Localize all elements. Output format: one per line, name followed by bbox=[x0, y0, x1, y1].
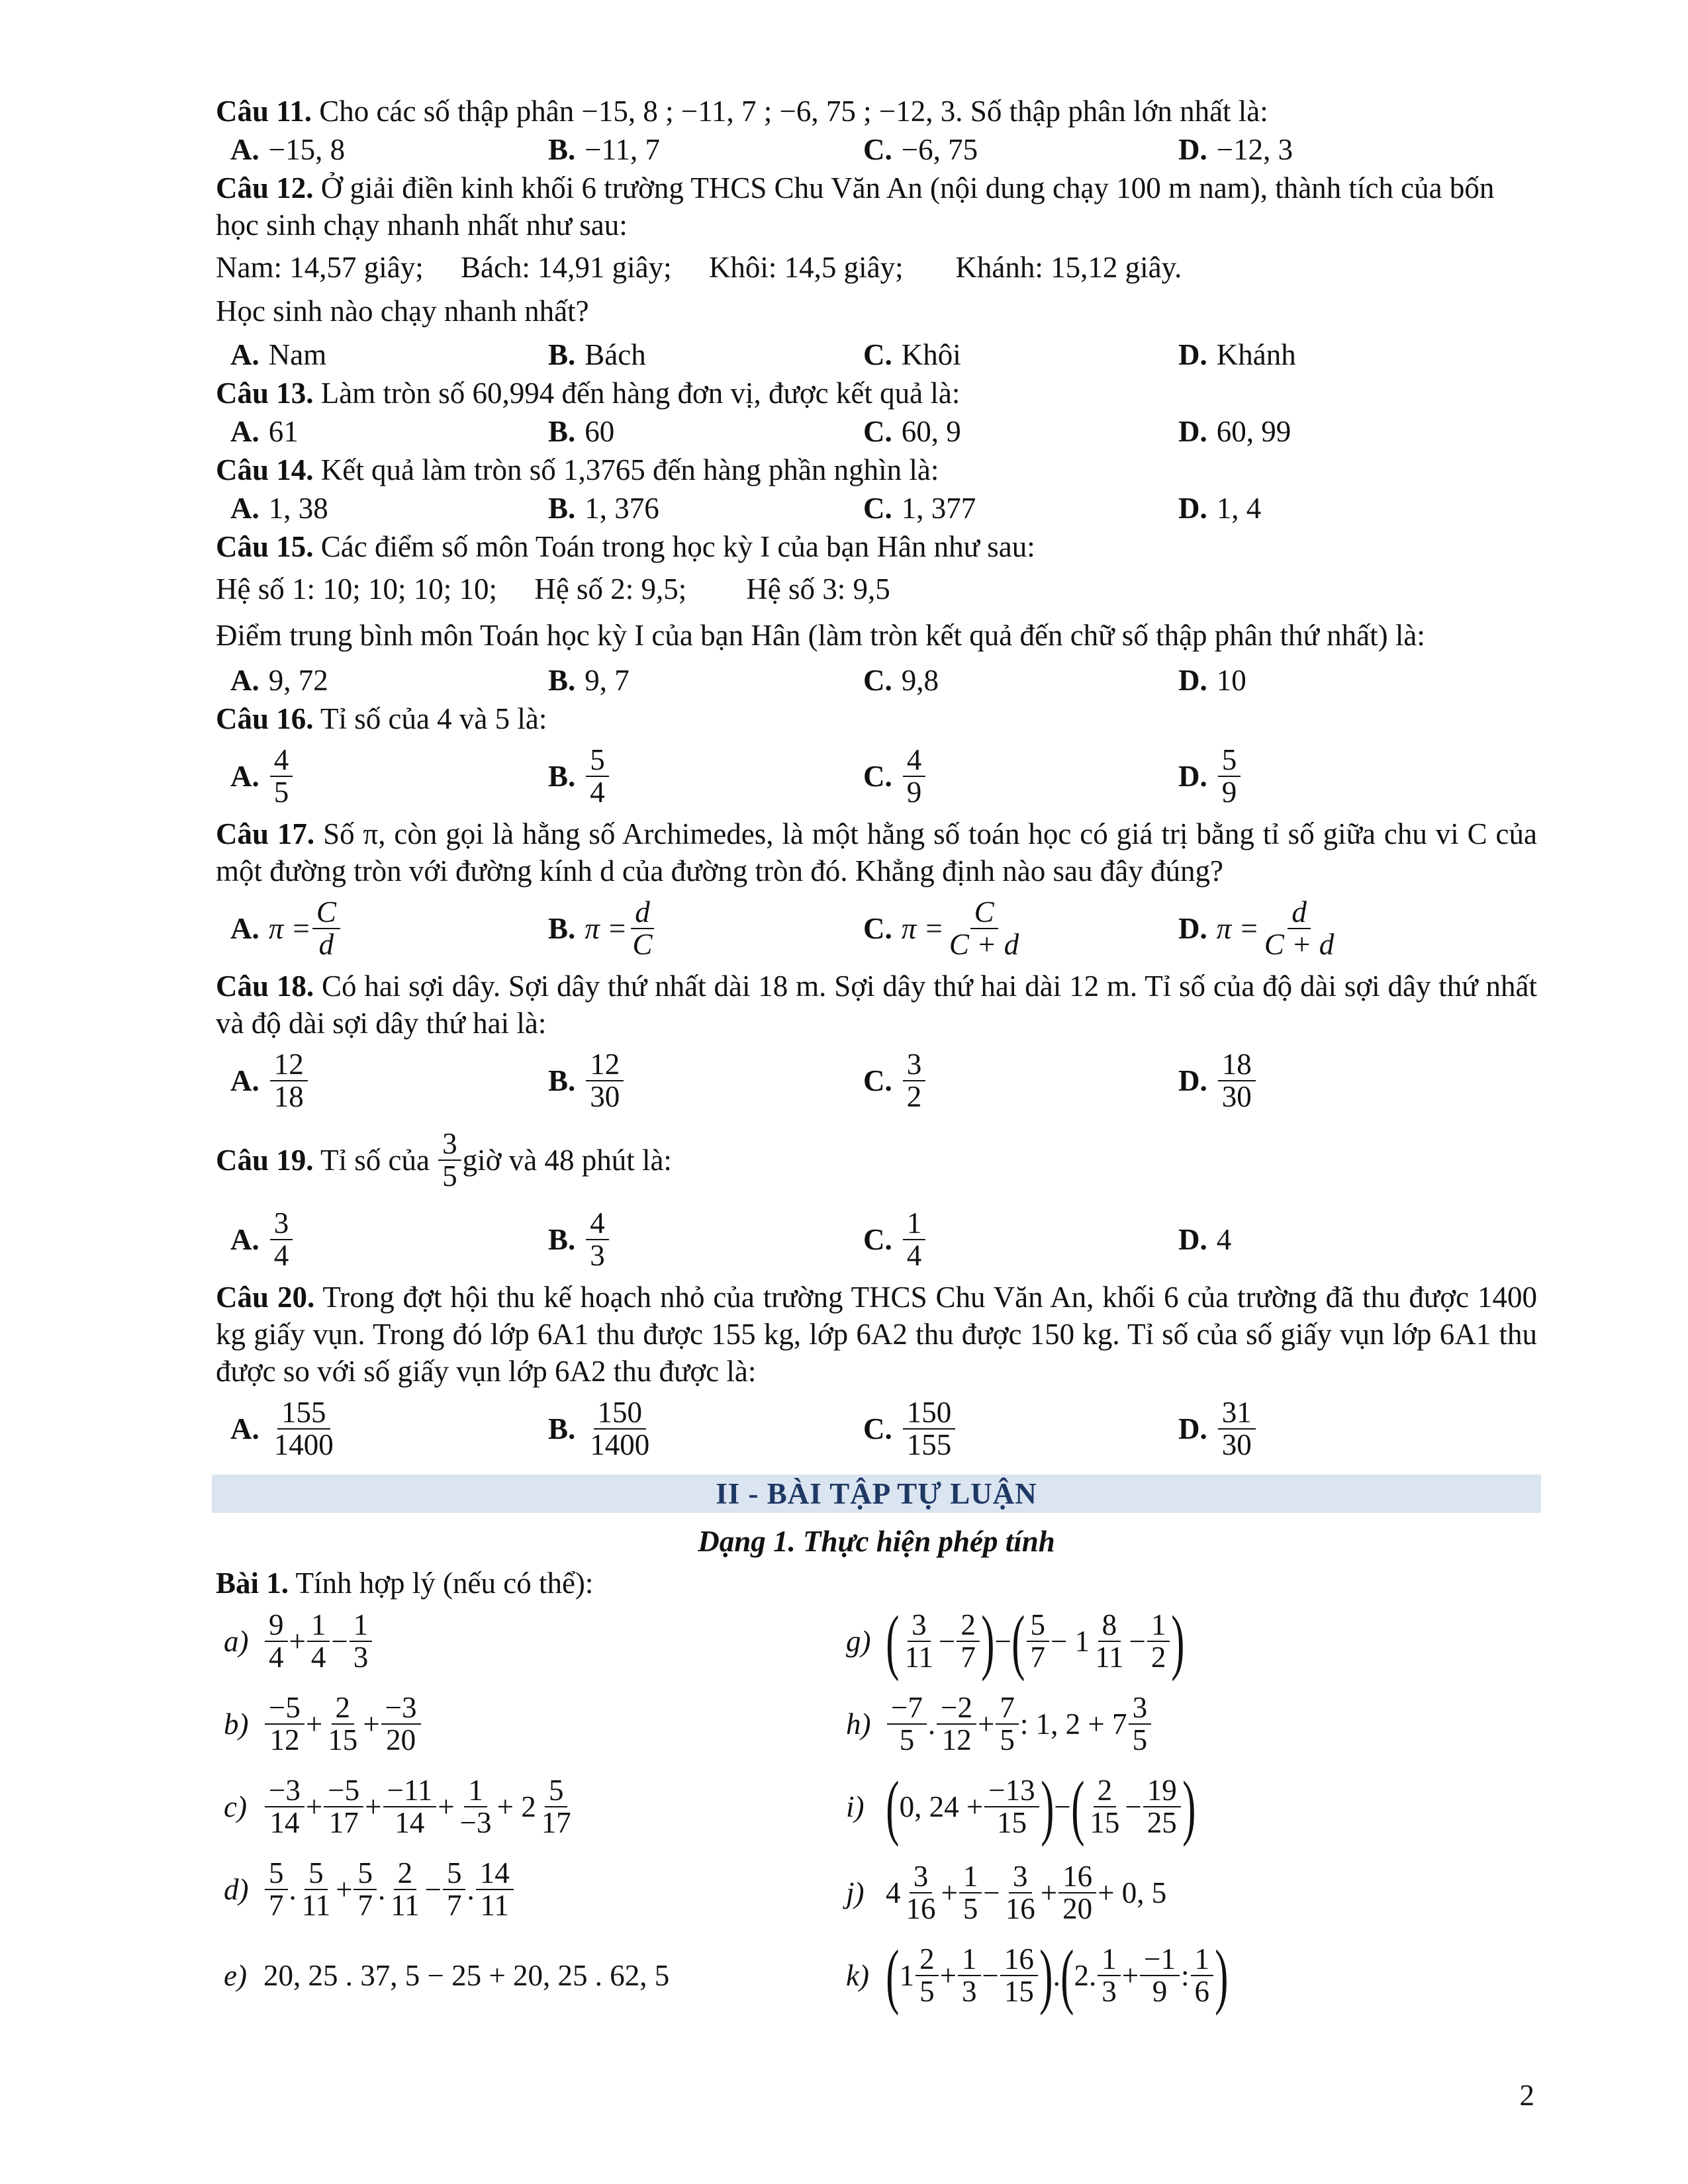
option-a[interactable]: A. −15, 8 bbox=[230, 133, 346, 166]
option-d[interactable]: D. −12, 3 bbox=[1178, 133, 1293, 166]
option-c[interactable]: C. 4 9 bbox=[863, 737, 927, 815]
page-number: 2 bbox=[1519, 2079, 1534, 2112]
question-text: Số π, còn gọi là hằng số Archimedes, là một hằng số toán học có giá trị bằng tỉ số giữa chu vi C của một đường tròn với đường kính d của đường tròn đó. Khẳng định nào sau đây đúng? bbox=[216, 817, 1538, 887]
answer-options bbox=[216, 412, 1537, 451]
question-detail: Nam: 14,57 giây; Bách: 14,91 giây; Khôi: 14,5 giây; Khánh: 15,12 giây. bbox=[216, 251, 1182, 284]
question-18 bbox=[216, 968, 1537, 1042]
option-a[interactable]: A. π = $\frac{C}{d}$ bbox=[230, 889, 342, 968]
option-d[interactable]: D. 1, 4 bbox=[1178, 492, 1262, 525]
option-b[interactable]: B. 5 4 bbox=[548, 737, 610, 815]
question-16 bbox=[216, 700, 1537, 737]
option-a[interactable]: A. 3 4 bbox=[230, 1201, 294, 1279]
exercise-c: c) −3 14 + −5 17 + −11 14 + 1 −3 + 2 5 17 bbox=[224, 1773, 571, 1839]
option-a[interactable]: A. Nam bbox=[230, 338, 327, 371]
exercise-i: i) ( 0, 24 + −13 15 ) − ( 2 15 − 19 25 ) bbox=[846, 1766, 1196, 1847]
answer-options bbox=[216, 660, 1537, 700]
option-b[interactable]: B. 1, 376 bbox=[548, 492, 659, 525]
question-17 bbox=[216, 815, 1537, 889]
option-c[interactable]: C. 60, 9 bbox=[863, 415, 961, 448]
option-d[interactable]: D. 31 30 bbox=[1178, 1390, 1257, 1468]
option-d[interactable]: D. π = $\frac{d}{C + d}$ bbox=[1178, 895, 1335, 961]
option-a[interactable]: A. 12 18 bbox=[230, 1042, 309, 1120]
question-text: Các điểm số môn Toán trong học kỳ I của bạn Hân như sau: bbox=[313, 530, 1035, 563]
question-14 bbox=[216, 451, 1537, 488]
option-c[interactable]: C. 3 2 bbox=[863, 1042, 927, 1120]
answer-options bbox=[216, 1042, 1537, 1120]
answer-options bbox=[216, 488, 1537, 528]
exercise-b: b) −5 12 + 2 15 + −3 20 bbox=[224, 1684, 422, 1764]
question-number: Câu 17. bbox=[216, 817, 315, 850]
question-text: Làm tròn số 60,994 đến hàng đơn vị, được kết quả là: bbox=[313, 377, 961, 410]
option-d[interactable]: D. 5 9 bbox=[1178, 737, 1242, 815]
option-a[interactable]: A. 155 1400 bbox=[230, 1395, 334, 1461]
question-number: Câu 15. bbox=[216, 530, 314, 563]
section-header: II - BÀI TẬP TỰ LUẬN bbox=[212, 1475, 1541, 1513]
option-d[interactable]: D. Khánh bbox=[1178, 338, 1296, 371]
question-text: Tỉ số của 4 và 5 là: bbox=[313, 702, 547, 735]
exercise-d: d) 5 7 . 5 11 + 5 7 . 2 11 − 5 7 . 14 11 bbox=[224, 1850, 515, 1929]
exercise-j: j) 4 3 16 + 1 5 − 3 16 + 16 20 + 0, 5 bbox=[846, 1859, 1167, 1925]
document-page bbox=[216, 93, 1537, 2078]
answer-options bbox=[216, 130, 1537, 169]
exercise-h: h) −7 5 . −2 12 + 7 5 : 1, 2 + 7 3 5 bbox=[846, 1684, 1152, 1764]
option-b[interactable]: B. 150 1400 bbox=[548, 1395, 650, 1461]
option-d[interactable]: D. 60, 99 bbox=[1178, 415, 1291, 448]
option-c[interactable]: C. Khôi bbox=[863, 338, 961, 371]
option-b[interactable]: B. 9, 7 bbox=[548, 664, 630, 697]
question-text: Ở giải điền kinh khối 6 trường THCS Chu Văn An (nội dung chạy 100 m nam), thành tích của bốn học sinh chạy nhanh nhất như sau: bbox=[216, 171, 1495, 242]
option-d[interactable]: D. 10 bbox=[1178, 664, 1246, 697]
option-c[interactable]: C. 150 155 bbox=[863, 1390, 957, 1468]
question-text: Cho các số thập phân −15, 8 ; −11, 7 ; −6, 75 ; −12, 3. Số thập phân lớn nhất là: bbox=[312, 95, 1268, 128]
answer-options bbox=[216, 335, 1537, 375]
question-text: Có hai sợi dây. Sợi dây thứ nhất dài 18 m. Sợi dây thứ hai dài 12 m. Tỉ số của độ dài sợi dây thứ nhất và độ dài sợi dây thứ hai là: bbox=[216, 970, 1538, 1040]
question-detail: Học sinh nào chạy nhanh nhất? bbox=[216, 295, 589, 328]
answer-options bbox=[216, 889, 1537, 968]
option-b[interactable]: B. 60 bbox=[548, 415, 615, 448]
option-c[interactable]: C. 1, 377 bbox=[863, 492, 976, 525]
exercise-1-heading: Bài 1. Tính hợp lý (nếu có thể): bbox=[216, 1567, 594, 1600]
question-detail: Điểm trung bình môn Toán học kỳ I của bạn Hân (làm tròn kết quả đến chữ số thập phân thứ nhất) là: bbox=[216, 619, 1425, 652]
option-b[interactable]: B. π = $\frac{d}{C}$ bbox=[548, 889, 657, 968]
option-b[interactable]: B. 12 30 bbox=[548, 1042, 625, 1120]
question-number: Câu 20. bbox=[216, 1281, 315, 1314]
option-c[interactable]: C. −6, 75 bbox=[863, 133, 978, 166]
option-c[interactable]: C. 1 4 bbox=[863, 1201, 927, 1279]
question-number: Câu 12. bbox=[216, 171, 314, 205]
option-a[interactable]: A. 1, 38 bbox=[230, 492, 328, 525]
question-text: Kết quả làm tròn số 1,3765 đến hàng phần nghìn là: bbox=[313, 453, 939, 486]
option-b[interactable]: B. −11, 7 bbox=[548, 133, 660, 166]
answer-options bbox=[216, 1201, 1537, 1279]
question-detail: Hệ số 1: 10; 10; 10; 10; Hệ số 2: 9,5; Hệ số 3: 9,5 bbox=[216, 572, 890, 606]
option-c[interactable]: C. π = $\frac{C}{C + d}$ bbox=[863, 895, 1019, 961]
question-number: Câu 11. bbox=[216, 95, 312, 128]
question-15 bbox=[216, 528, 1537, 565]
option-d[interactable]: D. 18 30 bbox=[1178, 1042, 1257, 1120]
option-d[interactable]: D. 4 bbox=[1178, 1223, 1232, 1256]
question-number: Câu 16. bbox=[216, 702, 314, 735]
answer-options bbox=[216, 737, 1537, 815]
question-20 bbox=[216, 1279, 1537, 1390]
option-b[interactable]: B. Bách bbox=[548, 338, 646, 371]
answer-options bbox=[216, 1390, 1537, 1468]
question-number: Câu 14. bbox=[216, 453, 314, 486]
exercise-list bbox=[216, 1602, 1537, 2078]
question-text: Trong đợt hội thu kế hoạch nhỏ của trường THCS Chu Văn An, khối 6 của trường đã thu được 1400 kg giấy vụn. Trong đó lớp 6A1 thu được 155 kg, lớp 6A2 thu được 150 kg. Tỉ số của số giấy vụn lớp 6A1 thu được so với số giấy vụn lớp 6A2 thu được là: bbox=[216, 1281, 1537, 1388]
question-number: Câu 18. bbox=[216, 970, 314, 1003]
exercise-e: e) 20, 25 . 37, 5 − 25 + 20, 25 . 62, 5 bbox=[224, 1959, 670, 1992]
question-13 bbox=[216, 375, 1537, 412]
option-a[interactable]: A. 61 bbox=[230, 415, 299, 448]
question-number: Câu 19. bbox=[216, 1144, 314, 1177]
question-11 bbox=[216, 93, 1537, 130]
option-b[interactable]: B. 4 3 bbox=[548, 1201, 610, 1279]
question-number: Câu 13. bbox=[216, 377, 314, 410]
exercise-g: g) ( 3 11 − 2 7 ) − ( 5 7 − 1 8 11 − 1 2 ) bbox=[846, 1601, 1185, 1682]
option-c[interactable]: C. 9,8 bbox=[863, 664, 939, 697]
exercise-k: k) ( 1 2 5 + 1 3 − 16 15 ) . ( 2. 1 3 + −1 9 : 1 6 ) bbox=[846, 1935, 1229, 2016]
question-12 bbox=[216, 169, 1537, 244]
question-19: Câu 19. Tỉ số của 3 5 giờ và 48 phút là: bbox=[216, 1126, 672, 1193]
option-a[interactable]: A. 4 5 bbox=[230, 737, 294, 815]
section-subtitle: Dạng 1. Thực hiện phép tính bbox=[698, 1525, 1055, 1558]
exercise-a: a) 9 4 + 1 4 − 1 3 bbox=[224, 1602, 373, 1681]
option-a[interactable]: A. 9, 72 bbox=[230, 664, 328, 697]
